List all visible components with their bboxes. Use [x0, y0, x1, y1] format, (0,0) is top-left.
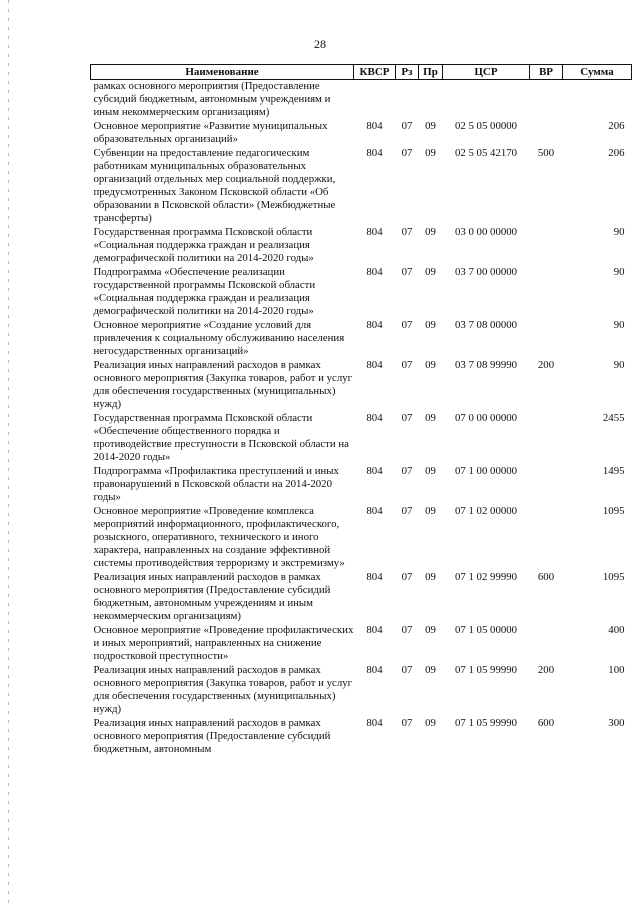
table-row	[91, 80, 632, 121]
table-body	[91, 80, 632, 758]
cell-name: Субвенции на предоставление педагогическим работникам муниципальных образовательных организаций отдельных мер социальной поддержки, предусмотренных Законом Псковской области «Об образовании в Псковской области» (Межбюджетные трансферты)	[93, 147, 336, 224]
cell-kvsr: 804	[366, 465, 383, 477]
cell-sum: 90	[613, 359, 625, 371]
cell-sum: 206	[608, 120, 625, 132]
cell-kvsr: 804	[366, 505, 383, 517]
cell-vr	[530, 465, 563, 505]
table-row	[91, 359, 632, 412]
cell-pr: 09	[425, 319, 436, 331]
table-row	[91, 571, 632, 624]
cell-sum: 100	[608, 664, 625, 676]
cell-pr: 09	[425, 412, 436, 424]
cell-pr	[419, 80, 443, 121]
cell-csr: 07 1 02 00000	[454, 505, 518, 517]
cell-kvsr: 804	[366, 319, 383, 331]
cell-sum	[563, 80, 632, 121]
cell-name: Реализация иных направлений расходов в рамках основного мероприятия (Предоставление субсидий бюджетным, автономным	[93, 717, 331, 755]
cell-rz: 07	[401, 266, 413, 278]
cell-name: Реализация иных направлений расходов в рамках основного мероприятия (Закупка товаров, работ и услуг для обеспечения государственных (муниципальных) нужд)	[93, 664, 353, 715]
header-vr: ВР	[530, 65, 563, 80]
cell-sum: 1095	[602, 505, 625, 517]
header-rz: Рз	[396, 65, 419, 80]
table-row	[91, 412, 632, 465]
cell-pr: 09	[425, 664, 436, 676]
cell-name: Основное мероприятие «Развитие муниципальных образовательных организаций»	[93, 120, 328, 145]
cell-rz: 07	[401, 624, 413, 636]
header-kvsr: КВСР	[354, 65, 396, 80]
cell-vr	[530, 412, 563, 465]
cell-pr: 09	[425, 147, 436, 159]
header-pr: Пр	[419, 65, 443, 80]
cell-rz: 07	[401, 505, 413, 517]
scan-edge	[8, 0, 9, 905]
cell-kvsr: 804	[366, 226, 383, 238]
cell-csr: 07 1 02 99990	[454, 571, 518, 583]
cell-csr: 02 5 05 00000	[454, 120, 518, 132]
table-row	[91, 226, 632, 266]
header-csr: ЦСР	[443, 65, 530, 80]
cell-kvsr: 804	[366, 120, 383, 132]
table-row	[91, 319, 632, 359]
cell-vr	[530, 226, 563, 266]
cell-csr: 03 0 00 00000	[454, 226, 518, 238]
cell-csr: 07 1 05 00000	[454, 624, 518, 636]
cell-pr: 09	[425, 120, 436, 132]
cell-kvsr: 804	[366, 412, 383, 424]
cell-vr	[530, 120, 563, 147]
cell-sum: 1095	[602, 571, 625, 583]
cell-sum: 90	[613, 319, 625, 331]
cell-pr: 09	[425, 465, 436, 477]
cell-kvsr: 804	[366, 664, 383, 676]
cell-name: Основное мероприятие «Проведение комплекса мероприятий информационного, профилактического, розыскного, оперативного, технического и иного характера, направленных на создание эффективной системы противодействия терроризму и экстремизму»	[93, 505, 345, 569]
cell-vr	[530, 505, 563, 571]
table-row	[91, 465, 632, 505]
table-row	[91, 505, 632, 571]
header-name: Наименование	[91, 65, 354, 80]
cell-pr: 09	[425, 266, 436, 278]
table-row	[91, 120, 632, 147]
cell-pr: 09	[425, 359, 436, 371]
cell-vr: 600	[537, 571, 555, 583]
cell-sum: 90	[613, 226, 625, 238]
cell-name: Реализация иных направлений расходов в рамках основного мероприятия (Закупка товаров, работ и услуг для обеспечения государственных (муниципальных) нужд)	[93, 359, 353, 410]
header-sum: Сумма	[563, 65, 632, 80]
table-row	[91, 147, 632, 226]
cell-kvsr: 804	[366, 571, 383, 583]
cell-name: Подпрограмма «Обеспечение реализации государственной программы Псковской области «Социальная поддержка граждан и реализация демографической политики на 2014-2020 годы»	[93, 266, 316, 317]
cell-name: Реализация иных направлений расходов в рамках основного мероприятия (Предоставление субсидий бюджетным, автономным учреждениям и иным некоммерческим организациям)	[93, 571, 331, 622]
cell-csr: 03 7 08 99990	[454, 359, 518, 371]
budget-table	[90, 64, 632, 757]
cell-vr	[530, 624, 563, 664]
cell-csr: 07 0 00 00000	[454, 412, 518, 424]
cell-pr: 09	[425, 505, 436, 517]
cell-kvsr: 804	[366, 717, 383, 729]
cell-rz: 07	[401, 147, 413, 159]
cell-name: Подпрограмма «Профилактика преступлений и иных правонарушений в Псковской области на 2014-2020 годы»	[93, 465, 339, 503]
cell-kvsr: 804	[366, 359, 383, 371]
cell-rz: 07	[401, 412, 413, 424]
cell-sum: 300	[608, 717, 625, 729]
cell-vr: 200	[537, 664, 555, 676]
cell-rz: 07	[401, 571, 413, 583]
cell-csr	[443, 80, 530, 121]
cell-vr: 200	[537, 359, 555, 371]
cell-rz: 07	[401, 664, 413, 676]
cell-vr: 600	[537, 717, 555, 729]
cell-rz: 07	[401, 226, 413, 238]
cell-sum: 1495	[602, 465, 625, 477]
cell-vr	[530, 80, 563, 121]
cell-pr: 09	[425, 717, 436, 729]
cell-rz: 07	[401, 319, 413, 331]
cell-vr	[530, 319, 563, 359]
table-row	[91, 664, 632, 717]
cell-csr: 07 1 05 99990	[454, 664, 518, 676]
cell-name: Государственная программа Псковской области «Социальная поддержка граждан и реализация демографической политики на 2014-2020 годы»	[93, 226, 314, 264]
cell-vr: 500	[537, 147, 555, 159]
cell-rz: 07	[401, 359, 413, 371]
cell-kvsr: 804	[366, 266, 383, 278]
page-number: 28	[314, 37, 326, 51]
table-row	[91, 717, 632, 757]
cell-sum: 206	[608, 147, 625, 159]
table-row	[91, 266, 632, 319]
cell-sum: 400	[608, 624, 625, 636]
cell-rz: 07	[401, 120, 413, 132]
cell-kvsr: 804	[366, 147, 383, 159]
cell-kvsr	[354, 80, 396, 121]
cell-csr: 03 7 08 00000	[454, 319, 518, 331]
cell-rz: 07	[401, 717, 413, 729]
cell-csr: 07 1 05 99990	[454, 717, 518, 729]
cell-pr: 09	[425, 226, 436, 238]
cell-name: рамках основного мероприятия (Предоставление субсидий бюджетным, автономным учреждениям и иным некоммерческим организациям)	[93, 80, 331, 118]
cell-csr: 02 5 05 42170	[454, 147, 518, 159]
cell-sum: 90	[613, 266, 625, 278]
cell-rz	[396, 80, 419, 121]
cell-pr: 09	[425, 624, 436, 636]
cell-csr: 07 1 00 00000	[454, 465, 518, 477]
cell-sum: 2455	[602, 412, 625, 424]
cell-vr	[530, 266, 563, 319]
cell-name: Основное мероприятие «Создание условий для привлечения к социальному обслуживанию населения негосударственных организаций»	[93, 319, 345, 357]
cell-kvsr: 804	[366, 624, 383, 636]
table-header-row	[91, 65, 632, 80]
cell-pr: 09	[425, 571, 436, 583]
cell-name: Государственная программа Псковской области «Обеспечение общественного порядка и противодействие преступности в Псковской области на 2014-2020 годы»	[93, 412, 349, 463]
cell-name: Основное мероприятие «Проведение профилактических и иных мероприятий, направленных на снижение подростковой преступности»	[93, 624, 354, 662]
cell-csr: 03 7 00 00000	[454, 266, 518, 278]
cell-rz: 07	[401, 465, 413, 477]
table-row	[91, 624, 632, 664]
